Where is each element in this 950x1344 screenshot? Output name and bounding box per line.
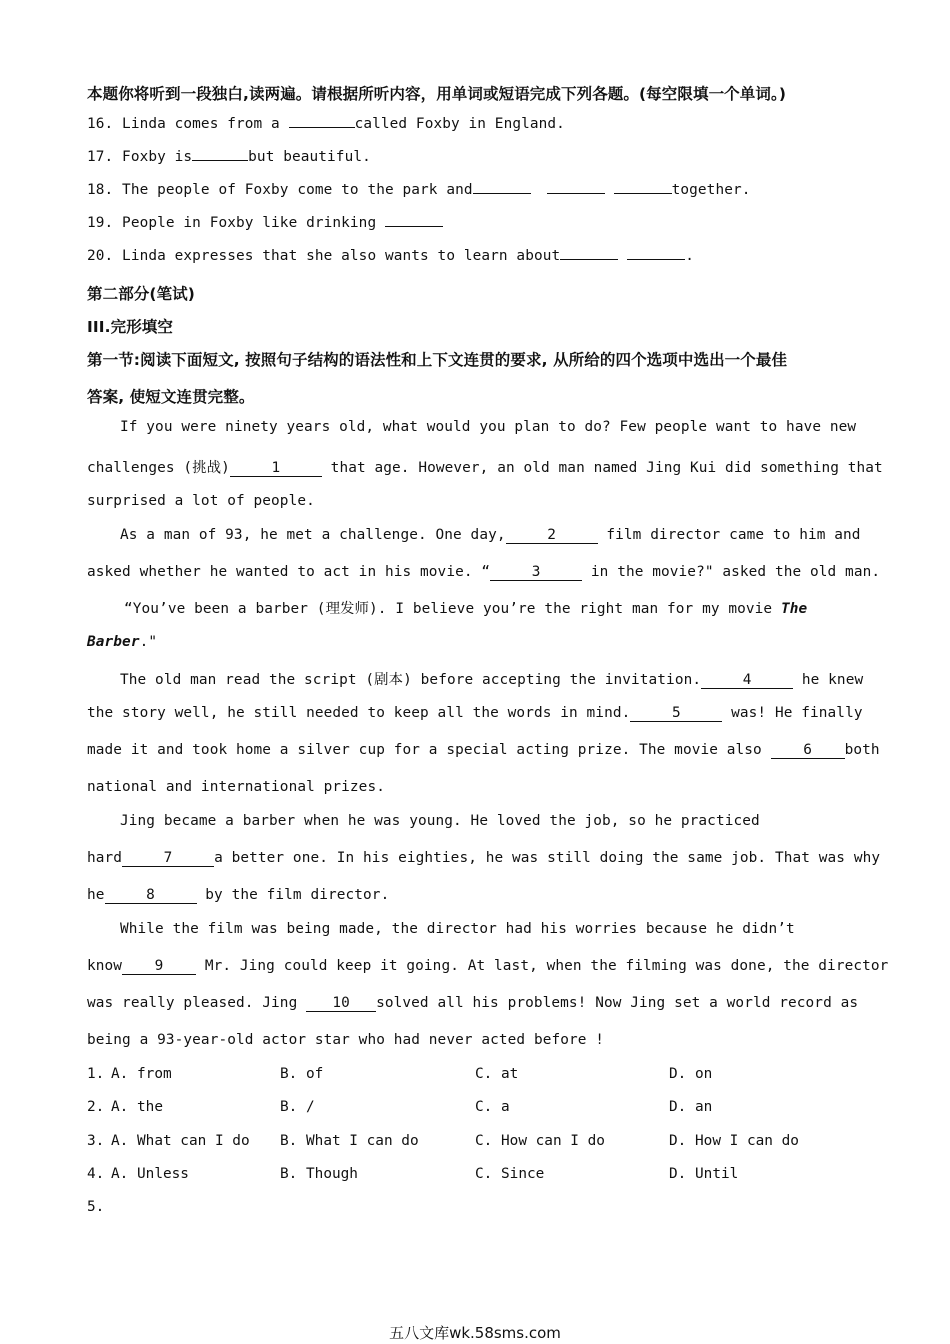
passage-line: being a 93-year-old actor star who had never acted before ! (87, 1032, 605, 1048)
section-title: III.完形填空 (87, 318, 173, 336)
cloze-blank-9[interactable]: 9 (122, 958, 196, 975)
question-17: 17. Foxby is but beautiful. (87, 149, 371, 165)
passage-line: If you were ninety years old, what would you plan to do? Few people want to have new (120, 419, 857, 435)
cloze-blank-6[interactable]: 6 (771, 742, 845, 759)
section-instruction-line-1: 第一节:阅读下面短文, 按照句子结构的语法性和上下文连贯的要求, 从所给的四个选项中选出一个最佳 (87, 351, 788, 369)
passage-line: As a man of 93, he met a challenge. One day, 2 film director came to him and (120, 527, 861, 543)
passage-line: While the film was being made, the director had his worries because he didn’t (120, 921, 795, 937)
answer-blank[interactable] (627, 259, 685, 260)
option-c[interactable]: C. How can I do (475, 1133, 605, 1149)
option-d[interactable]: D. an (669, 1099, 713, 1115)
passage-line: hard 7 a better one. In his eighties, he was still doing the same job. That was why (87, 850, 881, 866)
cloze-blank-2[interactable]: 2 (506, 527, 598, 544)
footer-watermark: 五八文库wk.58sms.com (389, 1324, 561, 1342)
answer-blank[interactable] (560, 259, 618, 260)
question-16: 16. Linda comes from a called Foxby in England. (87, 116, 565, 132)
passage-line: Barber." (87, 634, 158, 650)
option-b[interactable]: B. What I can do (280, 1133, 419, 1149)
answer-blank[interactable] (385, 226, 443, 227)
passage-line: The old man read the script (剧本) before accepting the invitation. 4 he knew (120, 672, 864, 688)
question-19: 19. People in Foxby like drinking (87, 215, 443, 231)
passage-line: was really pleased. Jing 10 solved all his problems! Now Jing set a world record as (87, 995, 859, 1011)
question-18: 18. The people of Foxby come to the park and together. (87, 182, 751, 198)
cloze-blank-10[interactable]: 10 (306, 995, 376, 1012)
cloze-blank-3[interactable]: 3 (490, 564, 582, 581)
passage-line: asked whether he wanted to act in his movie. “ 3 in the movie?" asked the old man. (87, 564, 881, 580)
answer-blank[interactable] (192, 160, 248, 161)
option-c[interactable]: C. at (475, 1066, 519, 1082)
passage-line: challenges (挑战) 1 that age. However, an old man named Jing Kui did something that (87, 460, 883, 476)
option-a[interactable]: A. Unless (111, 1166, 189, 1182)
answer-blank[interactable] (614, 193, 672, 194)
cloze-blank-8[interactable]: 8 (105, 887, 197, 904)
question-20: 20. Linda expresses that she also wants to learn about . (87, 248, 695, 264)
cloze-blank-5[interactable]: 5 (630, 705, 722, 722)
answer-blank[interactable] (289, 127, 355, 128)
option-a[interactable]: A. What can I do (111, 1133, 250, 1149)
passage-line: know 9 Mr. Jing could keep it going. At last, when the filming was done, the director (87, 958, 889, 974)
passage-line: national and international prizes. (87, 779, 385, 795)
section-instruction-line-2: 答案, 使短文连贯完整。 (87, 388, 255, 406)
cloze-blank-7[interactable]: 7 (122, 850, 214, 867)
film-title: The (780, 601, 808, 617)
answer-blank[interactable] (547, 193, 605, 194)
cloze-blank-4[interactable]: 4 (701, 672, 793, 689)
cloze-blank-1[interactable]: 1 (230, 460, 322, 477)
option-c[interactable]: C. Since (475, 1166, 545, 1182)
listening-instruction: 本题你将听到一段独白,读两遍。请根据所听内容，用单词或短语完成下列各题。(每空限填一个单词。) (87, 85, 787, 103)
option-b[interactable]: B. Though (280, 1166, 358, 1182)
passage-line: the story well, he still needed to keep all the words in mind. 5 was! He finally (87, 705, 863, 721)
passage-line: he 8 by the film director. (87, 887, 390, 903)
passage-line: surprised a lot of people. (87, 493, 315, 509)
passage-line: Jing became a barber when he was young. He loved the job, so he practiced (120, 813, 760, 829)
part-title: 第二部分(笔试) (87, 285, 195, 303)
answer-blank[interactable] (473, 193, 531, 194)
option-a[interactable]: A. the (111, 1099, 163, 1115)
passage-line: made it and took home a silver cup for a special acting prize. The movie also 6 both (87, 742, 880, 758)
option-b[interactable]: B. / (280, 1099, 315, 1115)
option-d[interactable]: D. on (669, 1066, 713, 1082)
option-c[interactable]: C. a (475, 1099, 510, 1115)
option-b[interactable]: B. of (280, 1066, 324, 1082)
passage-line: “You’ve been a barber (理发师). I believe you’re the right man for my movie The (124, 601, 808, 617)
option-d[interactable]: D. Until (669, 1166, 739, 1182)
option-a[interactable]: A. from (111, 1066, 172, 1082)
option-d[interactable]: D. How I can do (669, 1133, 799, 1149)
film-title: Barber (87, 634, 140, 650)
